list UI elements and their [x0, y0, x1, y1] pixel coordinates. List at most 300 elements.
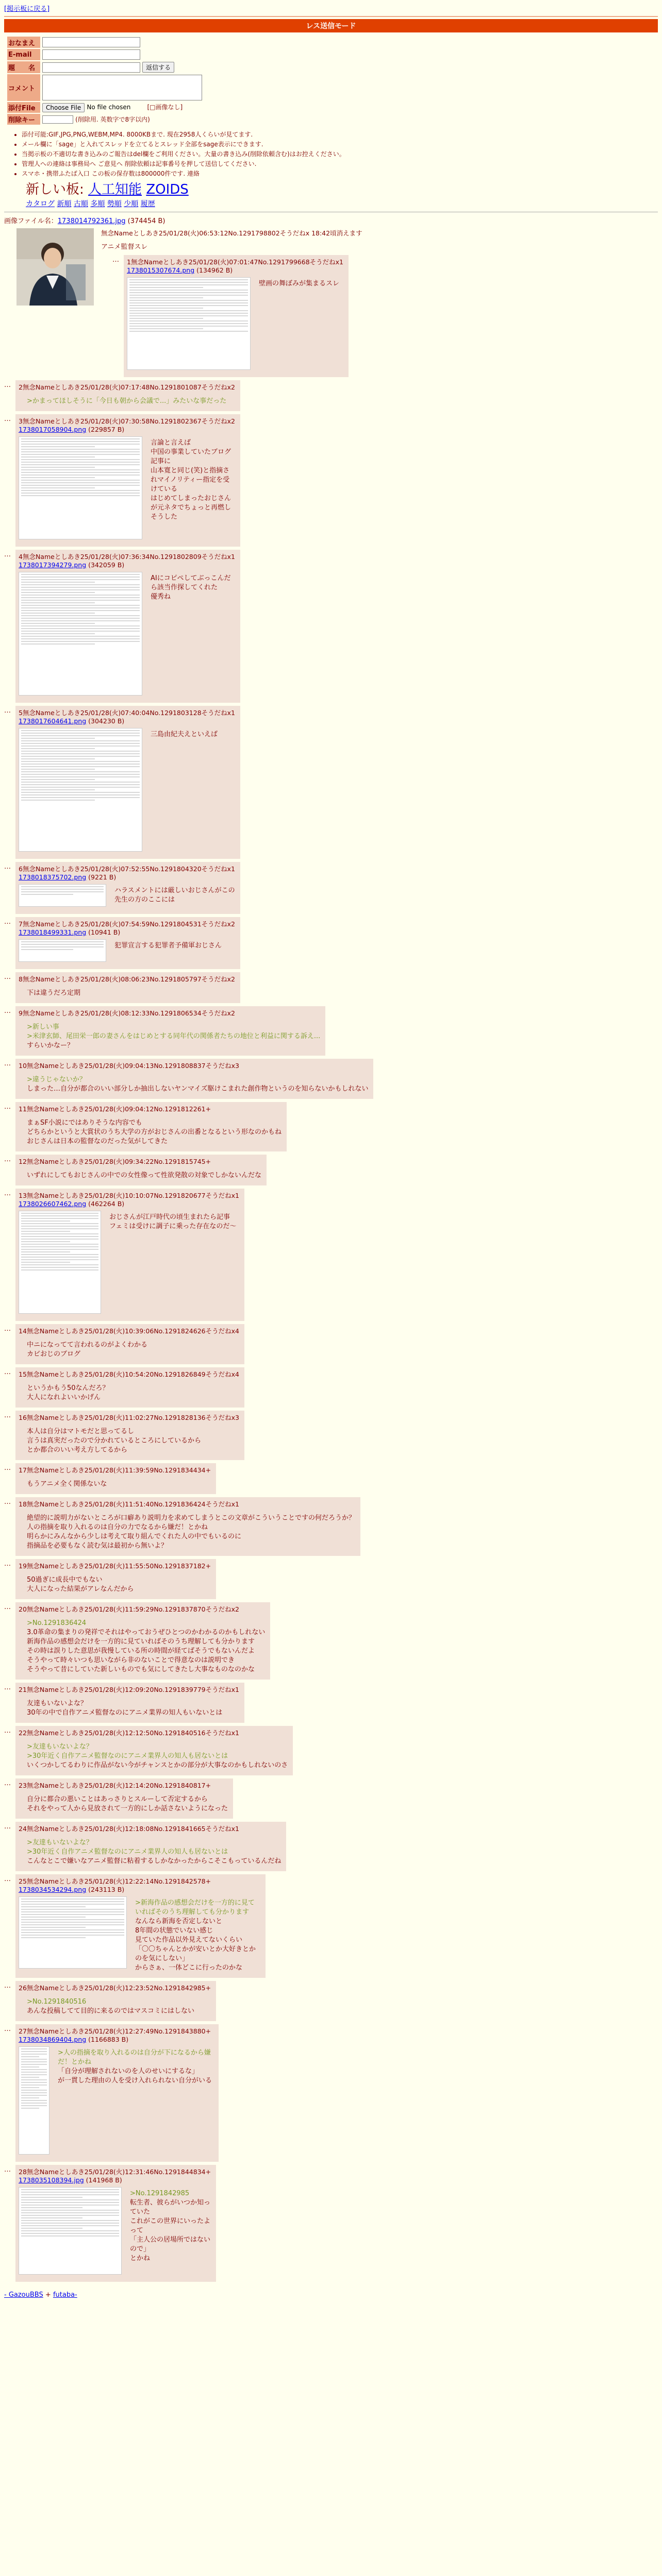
reply-file-size: (1166883 B) — [86, 2036, 129, 2043]
quote-line: >違うじゃないか？ — [27, 1076, 86, 1083]
thumbnail-text-line — [21, 1922, 124, 1923]
reply-header-text[interactable]: 無念Nameとしあき25/01/28(火)11:51:40No.1291836424そうだねx1 — [26, 1500, 239, 1508]
thumbnail-text-line — [21, 761, 140, 762]
reply-thumbnail[interactable] — [19, 572, 142, 696]
op-file-line: 画像ファイル名：1738014792361.jpg (374454 B) — [4, 217, 166, 225]
thumbnail-text-line — [21, 946, 104, 947]
body-line: そうやって昔にしていた新しいものでも気にしてきたし大事なものなのかな — [27, 1666, 255, 1673]
thumbnail-text-line — [21, 771, 140, 772]
reply-marker: … — [4, 707, 11, 715]
body-line: いずれにしてもおじさんの中での女性像って性欲発散の対象でしかないんだな — [27, 1172, 262, 1179]
thumbnail-text-line — [129, 290, 248, 291]
reply-file-link[interactable]: 1738017058904.png — [19, 426, 87, 433]
body-line: 中ニになってて言われるのがよくわかる — [27, 1341, 148, 1349]
reply-file-link[interactable]: 1738035108394.jpg — [19, 2176, 84, 2184]
body-line: はじめてしまったおじさんが元ネタでちょっと再燃しそうした — [151, 495, 231, 521]
thumbnail-text-line — [21, 2092, 47, 2093]
rule-item: • 当掲示板の不適切な書き込みのご報告はdel欄をご利用ください。大量の書き込み(削除依頼含む)はお控えください。 — [22, 149, 658, 159]
thumbnail-text-line — [21, 1226, 98, 1227]
reply-box — [15, 1559, 216, 1599]
op-body: アニメ監督スレ — [101, 243, 148, 251]
reply-marker: … — [4, 1368, 11, 1376]
thumbnail-text-line — [21, 2217, 82, 2218]
reply-marker: … — [4, 1823, 11, 1831]
body-line: 「主人公の居場所ではないので」 — [130, 2236, 211, 2253]
op-photo — [16, 228, 94, 306]
thumbnail-text-line — [21, 1267, 98, 1268]
thumbnail-text-line — [21, 2108, 39, 2109]
reply-number: 23 — [19, 1782, 27, 1789]
thumbnail-text-line — [21, 2189, 119, 2190]
reply-header-text[interactable]: 無念Nameとしあき25/01/28(火)10:39:06No.1291824626そうだねx4 — [26, 1327, 239, 1335]
file-choose-button[interactable]: Choose File — [42, 103, 85, 112]
reply-header — [19, 1104, 282, 1113]
reply-box — [15, 1059, 373, 1099]
reply-post — [4, 1559, 658, 1599]
reply-marker: … — [112, 256, 119, 264]
reply-header-text[interactable]: 無念Nameとしあき25/01/28(火)07:30:58No.1291802367そうだねx2 — [22, 417, 235, 425]
reply-marker: … — [4, 1498, 11, 1506]
reply-header-text[interactable]: 無念Nameとしあき25/01/28(火)07:52:55No.1291804320そうだねx1 — [22, 865, 235, 873]
thumbnail-text-line — [21, 894, 73, 895]
reply-number: 2 — [19, 383, 23, 391]
reply-box — [15, 1102, 287, 1151]
reply-post — [4, 1367, 658, 1408]
thumbnail-text-line — [21, 2212, 119, 2213]
reply-post — [4, 550, 658, 703]
thumbnail-text-line — [21, 764, 140, 765]
thumbnail-text-line — [21, 1246, 98, 1247]
sort-fast-link[interactable]: 勢順 — [107, 200, 122, 208]
thumbnail-text-line — [21, 787, 140, 788]
reply-header-text[interactable]: 無念Nameとしあき25/01/28(火)10:10:07No.1291820677そうだねx1 — [26, 1192, 239, 1199]
thumbnail-text-line — [21, 2084, 47, 2086]
reply-body — [27, 1699, 239, 1718]
reply-number: 10 — [19, 1062, 27, 1070]
thumbnail-text-line — [21, 490, 140, 491]
reply-file-line — [19, 426, 235, 433]
comment-textarea[interactable] — [42, 75, 202, 100]
thumbnail-text-line — [21, 2197, 82, 2198]
reply-header-text[interactable]: 無念Nameとしあき25/01/28(火)11:55:50No.1291837182+ — [26, 1562, 211, 1570]
reply-header-text[interactable]: 無念Nameとしあき25/01/28(火)09:34:22No.1291815745+ — [26, 1158, 211, 1165]
reply-post — [4, 1189, 658, 1321]
reply-header — [19, 2167, 211, 2176]
reply-box — [15, 2165, 216, 2282]
thumbnail-text-line — [21, 2202, 119, 2203]
reply-header-text[interactable]: 無念Nameとしあき25/01/28(火)10:54:20No.1291826849そうだねx4 — [26, 1370, 239, 1378]
body-line: 「〇〇ちゃんとかが安いとか大好きとかのを気にしない」 — [135, 1945, 256, 1962]
thumbnail-text-line — [21, 2087, 39, 2088]
reply-box — [15, 380, 240, 411]
thumbnail-text-line — [21, 638, 140, 639]
thumbnail-text-line — [21, 1249, 98, 1250]
thumbnail-text-line — [129, 300, 248, 301]
thumbnail-text-line — [21, 2064, 47, 2065]
reply-header-text[interactable]: 無念Nameとしあき25/01/28(火)11:02:27No.1291828136そうだねx3 — [26, 1414, 239, 1421]
reply-header-text[interactable]: 無念Nameとしあき25/01/28(火)12:18:08No.1291841665そうだねx1 — [26, 1825, 239, 1833]
reply-number: 18 — [19, 1500, 27, 1508]
thumbnail-text-line — [21, 2225, 119, 2226]
thumbnail-text-line — [129, 279, 248, 280]
comment-label: コメント — [7, 74, 40, 101]
reply-file-link[interactable]: 1738018375702.png — [19, 873, 87, 881]
reply-post — [4, 1059, 658, 1099]
body-line: こんなとこで嫌いなアニメ監督に粘着するしかなかったからこそこもっているんだね — [27, 1857, 282, 1865]
email-input[interactable] — [42, 49, 140, 60]
reply-header — [19, 1728, 288, 1737]
reply-thumbnail[interactable] — [19, 728, 142, 852]
thumbnail-text-line — [21, 2100, 47, 2101]
reply-box — [15, 1778, 233, 1819]
thumbnail-text-line — [21, 1914, 124, 1915]
footer-link-gazoubbs[interactable]: - GazouBBS — [4, 2291, 43, 2299]
reply-body — [27, 1795, 228, 1814]
body-line: 中国の事業していたブログ記事に — [151, 448, 231, 465]
reply-number: 4 — [19, 553, 23, 561]
reply-post — [4, 1602, 658, 1680]
reply-header — [127, 257, 343, 266]
catalog-links — [26, 198, 658, 209]
reply-file-line — [19, 1200, 239, 1208]
body-line: 犯罪宣言する犯罪者予備軍おじさん — [114, 942, 222, 950]
quote-line: >友達もいないよな？ — [27, 1743, 93, 1751]
reply-number: 27 — [19, 2027, 27, 2035]
reply-marker: … — [4, 2025, 11, 2033]
body-line: からさぁ、一体どこに行ったのかな — [135, 1964, 243, 1972]
back-link[interactable]: [掲示板に戻る] — [4, 5, 50, 13]
reply-number: 6 — [19, 865, 23, 873]
thumbnail-text-line — [21, 444, 140, 445]
reply-header — [19, 1499, 355, 1509]
reply-post — [4, 1778, 658, 1819]
reply-marker: … — [4, 1875, 11, 1883]
thumbnail-text-line — [21, 1223, 98, 1224]
thumbnail-text-line — [21, 758, 95, 759]
thumbnail-text-line — [21, 2048, 47, 2049]
thumbnail-text-line — [21, 2220, 119, 2221]
thumbnail-text-line — [21, 605, 140, 606]
reply-post — [4, 917, 658, 969]
thumbnail-text-line — [21, 2066, 39, 2067]
reply-file-line — [19, 2176, 211, 2184]
reply-header-text[interactable]: 無念Nameとしあき25/01/28(火)12:31:46No.1291844834+ — [26, 2168, 211, 2176]
body-line: ハラスメントには厳しいおじさんがこの先生の方のここには — [114, 887, 235, 904]
thumbnail-text-line — [21, 2105, 47, 2106]
reply-header-text[interactable]: 無念Nameとしあき25/01/28(火)08:12:33No.1291806534そうだねx2 — [22, 1009, 235, 1017]
delkey-hint: (削除用. 英数字で8字以内) — [75, 115, 150, 123]
reply-header-text[interactable]: 無念Nameとしあき25/01/28(火)12:27:49No.1291843880+ — [26, 2027, 211, 2035]
thumbnail-text-line — [21, 730, 140, 731]
thumbnail-text-line — [21, 1935, 124, 1936]
thumbnail-text-line — [21, 2056, 39, 2057]
reply-box — [15, 550, 240, 703]
body-line: 見ていた作品以外見えてないくらい — [135, 1936, 243, 1944]
reply-header-text[interactable]: 無念Nameとしあき25/01/28(火)07:36:34No.1291802809そうだねx1 — [22, 553, 235, 561]
catalog-link[interactable]: カタログ — [26, 200, 55, 208]
thumbnail-text-line — [21, 944, 104, 945]
thumbnail-text-line — [21, 618, 140, 619]
reply-header-text[interactable]: 無念Nameとしあき25/01/28(火)11:59:29No.1291837870そうだねx2 — [26, 1605, 239, 1613]
reply-number: 5 — [19, 709, 23, 717]
reply-file-link[interactable]: 1738034869404.png — [19, 2036, 87, 2043]
delkey-input[interactable] — [42, 115, 73, 124]
quote-line: >No.1291840516 — [27, 1998, 87, 2006]
body-line: 友達もいないよな？ — [27, 1700, 88, 1707]
body-line: 「自分が理解されないのを人のせいにするな」 — [58, 2067, 199, 2075]
thumbnail-text-line — [21, 2054, 47, 2055]
thumbnail-text-line — [21, 577, 140, 578]
thumbnail-text-line — [21, 579, 140, 580]
quote-line: >30年近く自作アニメ監督なのにアニメ業界人の知人も居ないとは — [27, 1752, 228, 1760]
thumbnail-text-line — [129, 323, 248, 324]
reply-thumbnail[interactable] — [19, 939, 106, 962]
thumbnail-text-line — [21, 735, 140, 736]
thumbnail-text-line — [21, 602, 95, 603]
body-line: 下は違うだろ定期 — [27, 989, 81, 997]
replies — [4, 255, 658, 2282]
thumbnail-text-line — [21, 891, 104, 892]
reply-body — [27, 1171, 261, 1180]
reply-number: 17 — [19, 1466, 27, 1474]
board-link-ai[interactable]: 人工知能 — [88, 182, 142, 197]
reply-header — [19, 974, 235, 984]
board-link-zoids[interactable]: ZOIDS — [146, 182, 189, 197]
reply-body — [27, 1075, 368, 1094]
thumbnail-text-line — [21, 472, 140, 473]
post-form — [6, 36, 204, 126]
reply-header-text[interactable]: 無念Nameとしあき25/01/28(火)12:22:14No.1291842578+ — [26, 1877, 211, 1885]
subject-label: 題 名 — [7, 61, 40, 73]
thumbnail-text-line — [129, 287, 203, 288]
reply-thumbnail[interactable] — [19, 436, 142, 539]
body-line: 言うは真実だったので分かれているところにしているから — [27, 1437, 202, 1445]
thumbnail-text-line — [129, 315, 248, 316]
reply-post — [4, 2165, 658, 2282]
body-line: 人の指摘を取り入れるのは自分の力でなるから嫌だ！とかね — [27, 1523, 208, 1531]
noimage-checkbox-label[interactable]: [□画像なし] — [147, 104, 183, 111]
reply-thumbnail[interactable] — [19, 884, 106, 907]
thumbnail-text-line — [21, 1236, 98, 1237]
reply-number: 14 — [19, 1327, 27, 1335]
thumbnail-text-line — [21, 477, 95, 478]
sort-new-link[interactable]: 新順 — [57, 200, 72, 208]
thumbnail-text-line — [21, 2061, 47, 2062]
reply-thumbnail[interactable] — [127, 277, 251, 370]
rule-item: • 管理人への連絡は事務局へ ご意見へ 削除依頼は記事番号を押して送信してください. — [22, 159, 658, 169]
footer-link-futaba[interactable]: futaba- — [53, 2291, 77, 2299]
thumbnail-text-line — [21, 797, 140, 798]
sort-many-link[interactable]: 多順 — [90, 200, 105, 208]
reply-file-line — [19, 561, 235, 569]
body-line: AIにコピペしてぶっこんだら該当作探してくれた — [151, 574, 231, 591]
reply-header-text[interactable]: 無念Nameとしあき25/01/28(火)07:01:47No.1291799668そうだねx1 — [130, 258, 343, 266]
thumbnail-text-line — [21, 774, 140, 775]
reply-thumbnail[interactable] — [19, 2187, 122, 2275]
reply-post — [4, 1822, 658, 1871]
rule-item: • スマホ・携帯ふたば入口 この板の保存数は800000件です. 連絡 — [22, 169, 658, 179]
reply-header-text[interactable]: 無念Nameとしあき25/01/28(火)07:54:59No.1291804531そうだねx2 — [22, 920, 235, 928]
quote-line: >No.1291842985 — [130, 2190, 190, 2197]
mode-banner: レス送信モード — [4, 19, 658, 32]
thumbnail-text-line — [21, 1257, 98, 1258]
thumbnail-text-line — [21, 2199, 119, 2200]
reply-header — [19, 1876, 260, 1886]
reply-header-text[interactable]: 無念Nameとしあき25/01/28(火)12:23:52No.1291842985+ — [26, 1984, 211, 1992]
reply-file-link[interactable]: 1738026607462.png — [19, 1200, 87, 1208]
reply-file-line — [19, 2036, 213, 2043]
thumbnail-text-line — [21, 733, 140, 734]
reply-box — [15, 862, 240, 914]
reply-body — [27, 1619, 265, 1674]
footer-separator: + — [45, 2291, 51, 2299]
thumbnail-text-line — [21, 1937, 86, 1938]
thumbnail-text-line — [21, 1919, 124, 1920]
sort-few-link[interactable]: 少順 — [124, 200, 139, 208]
thumbnail-text-line — [21, 2103, 47, 2104]
reply-file-line — [19, 928, 235, 936]
thumbnail-text-line — [129, 295, 248, 296]
thumbnail-text-line — [21, 1233, 98, 1234]
reply-header-text[interactable]: 無念Nameとしあき25/01/28(火)12:12:50No.1291840516そうだねx1 — [26, 1729, 239, 1737]
thumbnail-text-line — [21, 776, 140, 777]
reply-number: 25 — [19, 1877, 27, 1885]
reply-marker: … — [4, 1190, 11, 1197]
name-input[interactable] — [42, 37, 140, 47]
reply-number: 28 — [19, 2168, 27, 2176]
history-link[interactable]: 履歴 — [140, 200, 155, 208]
reply-post — [4, 1102, 658, 1151]
reply-marker: … — [4, 1560, 11, 1568]
body-line: とか都合のいい考え方してるから — [27, 1446, 128, 1454]
thumbnail-text-line — [21, 480, 140, 481]
reply-header-text[interactable]: 無念Nameとしあき25/01/28(火)12:09:20No.1291839779そうだねx1 — [26, 1686, 239, 1693]
reply-header-text[interactable]: 無念Nameとしあき25/01/28(火)07:40:04No.1291803128そうだねx1 — [22, 709, 235, 717]
thumbnail-text-line — [21, 1259, 98, 1260]
thumbnail-text-line — [21, 2059, 47, 2060]
thumbnail-text-line — [21, 2233, 119, 2234]
reply-marker: … — [4, 1982, 11, 1990]
reply-box — [15, 917, 240, 969]
submit-button[interactable]: 返信する — [142, 62, 174, 73]
thumbnail-text-line — [21, 1221, 70, 1222]
quote-line: >新海作品の感想会だけを一方的に見ていればそのうち理解しても分かります — [135, 1899, 255, 1916]
reply-number: 26 — [19, 1984, 27, 1992]
quote-line: >30年近く自作アニメ監督なのにアニメ業界人の知人も居ないとは — [27, 1848, 228, 1856]
reply-box — [15, 1367, 244, 1408]
reply-header — [19, 416, 235, 426]
reply-box — [15, 1874, 266, 1978]
op-image[interactable] — [16, 228, 94, 308]
body-line: とかね — [130, 2255, 151, 2262]
reply-post — [4, 1874, 658, 1978]
reply-post — [4, 1411, 658, 1460]
thumbnail-text-line — [21, 941, 104, 942]
reply-header — [19, 1061, 368, 1070]
thumbnail-text-line — [21, 641, 140, 642]
reply-file-link[interactable]: 1738018499331.png — [19, 928, 87, 936]
reply-box — [15, 414, 240, 547]
reply-file-link[interactable]: 1738015307674.png — [127, 266, 195, 274]
thumbnail-text-line — [21, 886, 104, 887]
reply-thumbnail[interactable] — [19, 1211, 101, 1314]
reply-header-text[interactable]: 無念Nameとしあき25/01/28(火)12:14:20No.1291840817+ — [26, 1782, 211, 1789]
thumbnail-text-line — [21, 2082, 47, 2083]
name-label: おなまえ — [7, 37, 40, 48]
reply-marker: … — [4, 1060, 11, 1067]
thumbnail-text-line — [21, 1262, 70, 1263]
body-line: 3.0革命の集まりの発祥でそれはやっておうぜひとつのかわかるのかもしれない — [27, 1629, 266, 1636]
thumbnail-text-line — [21, 1239, 98, 1240]
reply-file-size: (462264 B) — [86, 1200, 125, 1208]
reply-marker: … — [4, 1684, 11, 1691]
thumbnail-text-line — [21, 482, 140, 483]
reply-header-text[interactable]: 無念Nameとしあき25/01/28(火)09:04:13No.1291808837そうだねx3 — [26, 1062, 239, 1070]
reply-post — [4, 1463, 658, 1494]
thumbnail-text-line — [21, 582, 95, 583]
reply-box — [15, 706, 240, 859]
body-line: なんなら新海を否定しないと — [135, 1918, 223, 1925]
body-line: 三島由紀夫えといえば — [151, 731, 218, 738]
thumbnail-text-line — [21, 2205, 119, 2206]
reply-number: 3 — [19, 417, 23, 425]
sort-old-link[interactable]: 古順 — [73, 200, 88, 208]
reply-post — [4, 1726, 658, 1775]
reply-header-text[interactable]: 無念Nameとしあき25/01/28(火)09:04:12No.1291812261+ — [26, 1105, 211, 1113]
thumbnail-text-line — [21, 743, 140, 744]
reply-header — [19, 1604, 265, 1614]
reply-header — [19, 1465, 211, 1475]
thumbnail-text-line — [21, 467, 95, 468]
reply-header — [19, 2026, 213, 2036]
reply-box — [15, 1324, 244, 1364]
thumbnail-text-line — [21, 2223, 119, 2224]
reply-thumbnail[interactable] — [19, 2046, 49, 2155]
thumbnail-text-line — [21, 1213, 98, 1214]
thumbnail-text-line — [21, 1241, 70, 1242]
thumbnail-text-line — [21, 643, 95, 645]
reply-header — [19, 1413, 239, 1422]
reply-marker: … — [4, 973, 11, 981]
reply-header — [19, 1369, 239, 1379]
reply-header-text[interactable]: 無念Nameとしあき25/01/28(火)08:06:23No.1291805797そうだねx2 — [22, 975, 235, 983]
reply-file-size: (134962 B) — [194, 266, 233, 274]
thumbnail-text-line — [129, 308, 203, 309]
thumbnail-text-line — [21, 1215, 98, 1216]
reply-thumbnail[interactable] — [19, 1896, 127, 1969]
reply-file-link[interactable]: 1738034534294.png — [19, 1886, 87, 1893]
reply-header-text[interactable]: 無念Nameとしあき25/01/28(火)07:17:48No.1291801087そうだねx2 — [22, 383, 235, 391]
reply-file-link[interactable]: 1738017394279.png — [19, 561, 87, 569]
reply-marker: … — [4, 1412, 11, 1419]
reply-marker: … — [4, 1007, 11, 1015]
rule-item: • 添付可能:GIF,JPG,PNG,WEBM,MP4. 8000KBまで. 現在2958人くらいが見てます. — [22, 130, 658, 140]
reply-header-text[interactable]: 無念Nameとしあき25/01/28(火)11:39:59No.1291834434+ — [26, 1466, 211, 1474]
reply-file-link[interactable]: 1738017604641.png — [19, 717, 87, 725]
thumbnail-text-line — [21, 451, 140, 452]
thumbnail-text-line — [129, 318, 203, 319]
thumbnail-text-line — [21, 789, 95, 790]
op-file-link[interactable]: 1738014792361.jpg — [57, 217, 126, 225]
reply-header — [19, 1191, 239, 1200]
reply-number: 15 — [19, 1370, 27, 1378]
new-boards — [26, 181, 658, 198]
body-line: 50過ぎに成長中でもない — [27, 1576, 103, 1584]
subject-input[interactable] — [42, 62, 140, 73]
reply-file-line — [19, 1886, 260, 1893]
thumbnail-text-line — [21, 1911, 124, 1912]
thumbnail-text-line — [21, 456, 95, 457]
